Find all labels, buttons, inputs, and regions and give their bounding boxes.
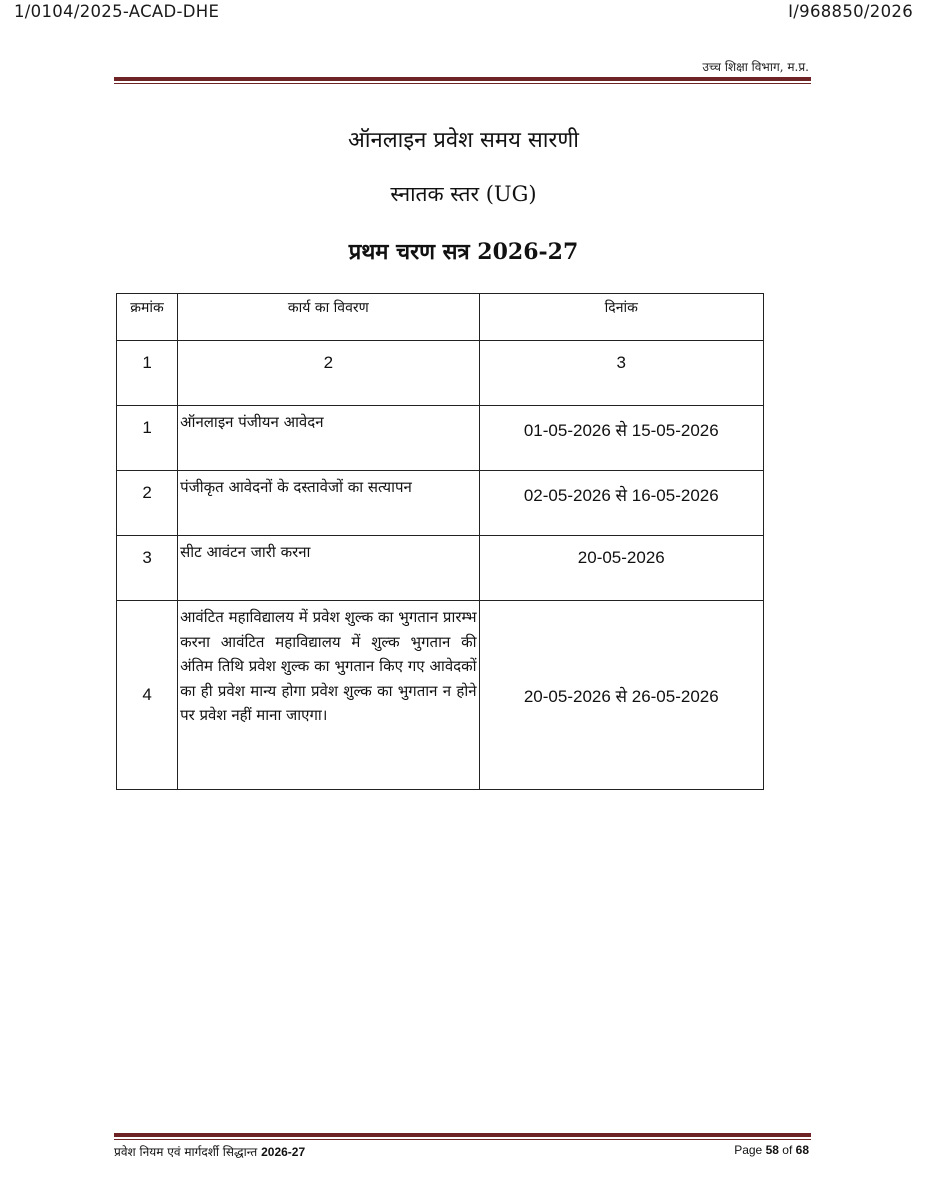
file-reference-left: 1/0104/2025-ACAD-DHE xyxy=(14,2,220,21)
page-total: 68 xyxy=(795,1143,809,1157)
column-index-row xyxy=(117,341,764,406)
page-number xyxy=(734,1143,809,1157)
page-of-label: of xyxy=(782,1143,793,1157)
footer-year: 2026-27 xyxy=(261,1145,306,1159)
footer-title-text: प्रवेश नियम एवं मार्गदर्शी सिद्धान्त xyxy=(114,1145,258,1159)
description-cell: आवंटित महाविद्यालय में प्रवेश शुल्क का भुगतान प्रारम्भ करना आवंटित महाविद्यालय में शुल्क भुगतान की अंतिम तिथि प्रवेश शुल्क का भुगतान किए गए आवेदकों का ही प्रवेश मान्य होगा प्रवेश शुल्क का भुगतान न होने पर प्रवेश नहीं माना जाएगा। xyxy=(178,601,479,790)
date-cell: 02-05-2026 से 16-05-2026 xyxy=(479,471,763,536)
page-current: 58 xyxy=(765,1143,779,1157)
table-row xyxy=(117,406,764,471)
serial-cell: 2 xyxy=(117,471,178,536)
schedule-table xyxy=(116,293,764,790)
table-row xyxy=(117,536,764,601)
serial-cell: 1 xyxy=(117,406,178,471)
description-cell: ऑनलाइन पंजीयन आवेदन xyxy=(178,406,479,471)
footer-rule xyxy=(114,1133,811,1140)
page-title: ऑनलाइन प्रवेश समय सारणी xyxy=(348,128,579,153)
description-cell: सीट आवंटन जारी करना xyxy=(178,536,479,601)
date-cell: 20-05-2026 से 26-05-2026 xyxy=(479,601,763,790)
footer-document-title xyxy=(114,1143,305,1160)
date-cell: 20-05-2026 xyxy=(479,536,763,601)
date-cell: 01-05-2026 से 15-05-2026 xyxy=(479,406,763,471)
index-cell: 1 xyxy=(117,341,178,406)
table-row xyxy=(117,601,764,790)
header-date: दिनांक xyxy=(479,294,763,341)
header-description: कार्य का विवरण xyxy=(178,294,479,341)
header-rule xyxy=(114,77,811,84)
serial-cell: 4 xyxy=(117,601,178,790)
description-cell: पंजीकृत आवेदनों के दस्तावेजों का सत्यापन xyxy=(178,471,479,536)
table-header-row xyxy=(117,294,764,341)
serial-cell: 3 xyxy=(117,536,178,601)
phase-subtitle: प्रथम चरण सत्र 2026-27 xyxy=(348,239,579,265)
file-reference-right: I/968850/2026 xyxy=(788,2,913,21)
table-row xyxy=(117,471,764,536)
page-label: Page xyxy=(734,1143,763,1157)
header-serial: क्रमांक xyxy=(117,294,178,341)
index-cell: 3 xyxy=(479,341,763,406)
level-subtitle: स्नातक स्तर (UG) xyxy=(390,182,537,206)
index-cell: 2 xyxy=(178,341,479,406)
department-name: उच्च शिक्षा विभाग, म.प्र. xyxy=(702,60,809,74)
